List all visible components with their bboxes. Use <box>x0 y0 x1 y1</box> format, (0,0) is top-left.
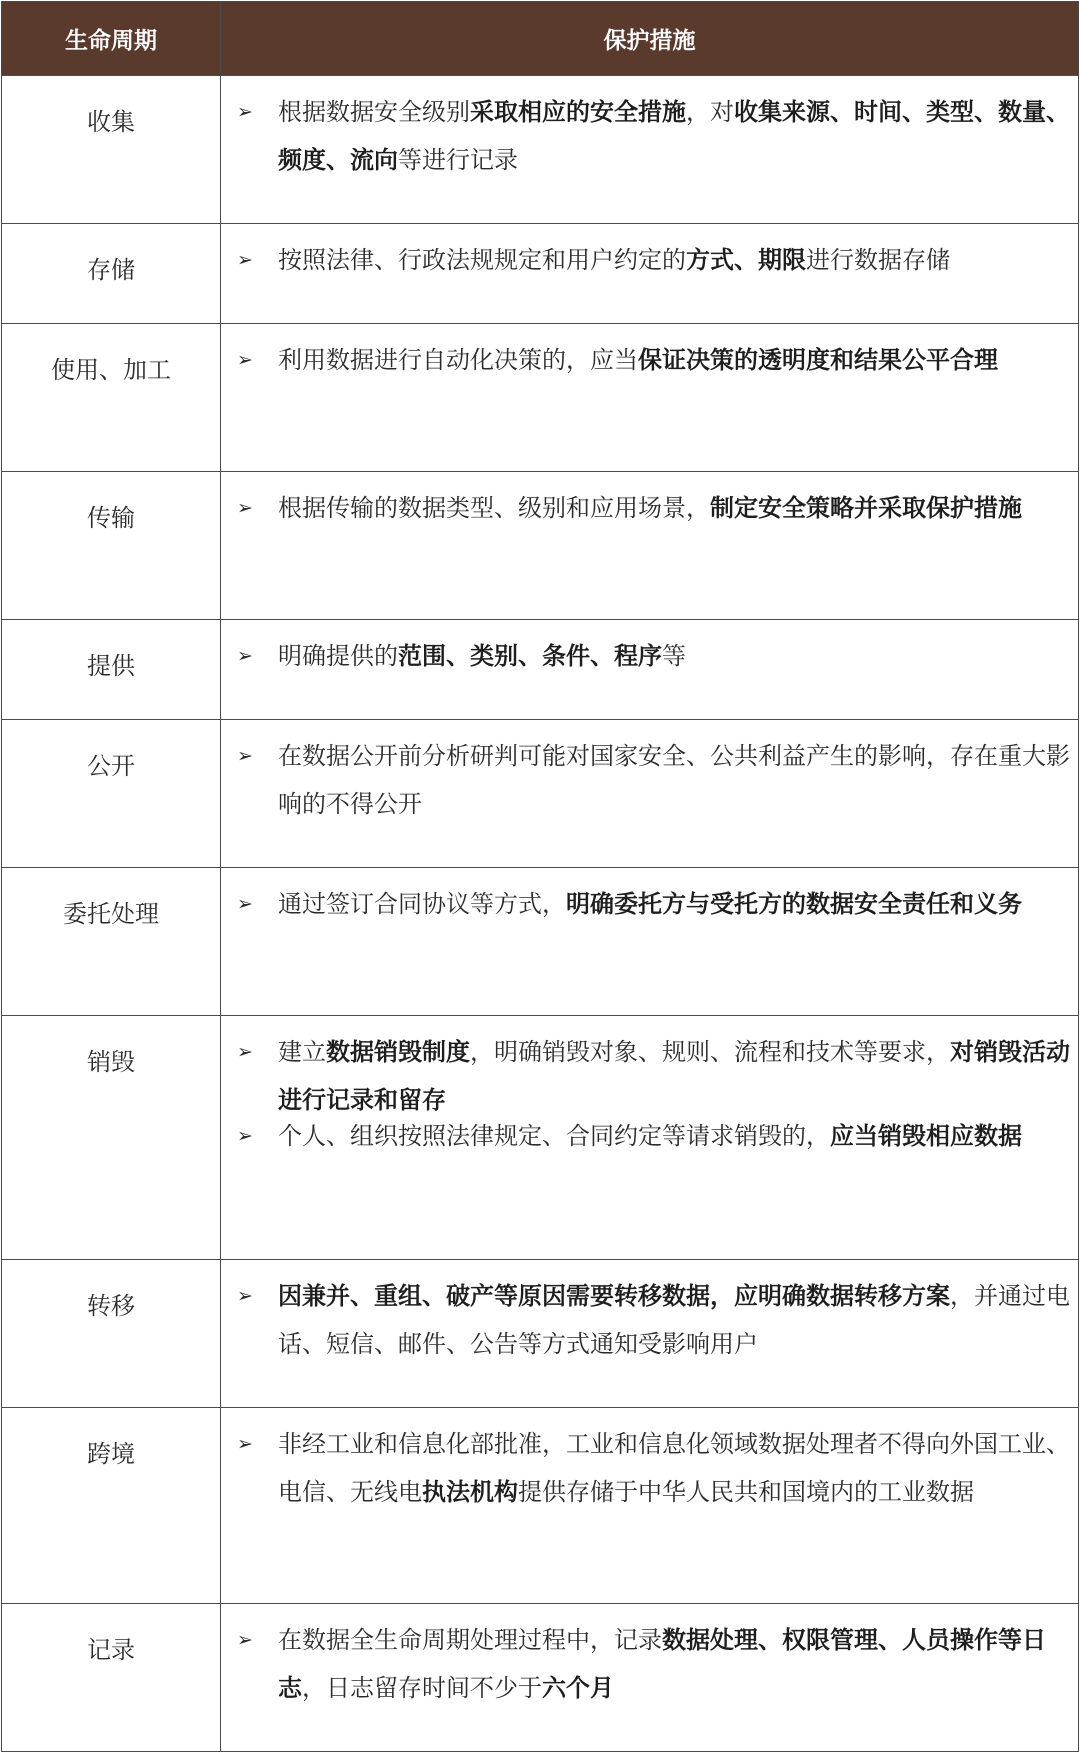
measures-cell <box>221 1016 1079 1260</box>
plain-text: 个人、组织按照法律规定、合同约定等请求销毁的， <box>278 1122 830 1150</box>
table-row <box>2 224 1079 324</box>
measure-text <box>278 1616 1074 1712</box>
measure-item <box>237 732 1074 828</box>
arrowhead-right-icon: ➢ <box>237 1125 253 1147</box>
measure-text <box>278 484 1074 532</box>
plain-text: 等 <box>662 642 686 670</box>
measure-text <box>278 1028 1074 1124</box>
measure-text <box>278 88 1074 184</box>
measure-item <box>237 1112 1074 1160</box>
table-row <box>2 868 1079 1016</box>
measure-text <box>278 880 1074 928</box>
table-header <box>2 2 1079 76</box>
measure-text <box>278 632 1074 680</box>
plain-text: 等进行记录 <box>398 146 518 174</box>
measures-cell <box>221 472 1079 620</box>
plain-text: 在数据公开前分析研判可能对国家安全、公共利益产生的影响，存在重大影响的不得公开 <box>278 742 1070 818</box>
measures-cell <box>221 1604 1079 1752</box>
table-row <box>2 472 1079 620</box>
measure-item <box>237 880 1074 928</box>
emphasized-text: 采取相应的安全措施 <box>470 98 686 126</box>
plain-text: ，明确销毁对象、规则、流程和技术等要求， <box>470 1038 950 1066</box>
emphasized-text: 六个月 <box>542 1674 614 1702</box>
emphasized-text: 数据销毁制度 <box>326 1038 470 1066</box>
plain-text: ，对 <box>686 98 734 126</box>
arrowhead-right-icon: ➢ <box>237 497 253 519</box>
table-row <box>2 1016 1079 1260</box>
arrowhead-right-icon: ➢ <box>237 101 253 123</box>
arrowhead-right-icon: ➢ <box>237 1629 253 1651</box>
arrowhead-right-icon: ➢ <box>237 745 253 767</box>
stage-cell: 提供 <box>2 620 221 720</box>
plain-text: 提供存储于中华人民共和国境内的工业数据 <box>518 1478 974 1506</box>
table-row <box>2 1408 1079 1604</box>
arrowhead-right-icon: ➢ <box>237 249 253 271</box>
table-row <box>2 76 1079 224</box>
emphasized-text: 执法机构 <box>422 1478 518 1506</box>
measure-text <box>278 1272 1074 1368</box>
stage-cell: 跨境 <box>2 1408 221 1604</box>
measure-item <box>237 484 1074 532</box>
plain-text: 在数据全生命周期处理过程中，记录 <box>278 1626 662 1654</box>
measure-text <box>278 1112 1074 1160</box>
plain-text: 通过签订合同协议等方式， <box>278 890 566 918</box>
measures-cell <box>221 76 1079 224</box>
arrowhead-right-icon: ➢ <box>237 1041 253 1063</box>
arrowhead-right-icon: ➢ <box>237 349 253 371</box>
table-row <box>2 324 1079 472</box>
measure-item <box>237 336 1074 384</box>
stage-cell: 收集 <box>2 76 221 224</box>
measures-cell <box>221 1408 1079 1604</box>
measures-cell <box>221 868 1079 1016</box>
measure-item <box>237 236 1074 284</box>
measures-cell <box>221 620 1079 720</box>
stage-cell: 记录 <box>2 1604 221 1752</box>
emphasized-text: 应当销毁相应数据 <box>830 1122 1022 1150</box>
measure-text <box>278 336 1074 384</box>
header-measures: 保护措施 <box>221 2 1079 76</box>
measure-text <box>278 236 1074 284</box>
emphasized-text: 收集来源、时间、类型、数量、频度、流向 <box>278 98 1070 174</box>
plain-text: 明确提供的 <box>278 642 398 670</box>
plain-text: 按照法律、行政法规规定和用户约定的 <box>278 246 686 274</box>
emphasized-text: 保证决策的透明度和结果公平合理 <box>638 346 998 374</box>
measure-item <box>237 1028 1074 1124</box>
arrowhead-right-icon: ➢ <box>237 1433 253 1455</box>
emphasized-text: 因兼并、重组、破产等原因需要转移数据，应明确数据转移方案 <box>278 1282 950 1310</box>
measures-cell <box>221 224 1079 324</box>
measure-item <box>237 1616 1074 1712</box>
table-row <box>2 1260 1079 1408</box>
emphasized-text: 制定安全策略并采取保护措施 <box>710 494 1022 522</box>
measure-text <box>278 1420 1074 1516</box>
emphasized-text: 明确委托方与受托方的数据安全责任和义务 <box>566 890 1022 918</box>
table-body <box>2 76 1079 1752</box>
table-row <box>2 620 1079 720</box>
emphasized-text: 范围、类别、条件、程序 <box>398 642 662 670</box>
stage-cell: 委托处理 <box>2 868 221 1016</box>
stage-cell: 传输 <box>2 472 221 620</box>
measures-cell <box>221 720 1079 868</box>
measures-cell <box>221 1260 1079 1408</box>
measure-item <box>237 88 1074 184</box>
plain-text: 根据数据安全级别 <box>278 98 470 126</box>
stage-cell: 销毁 <box>2 1016 221 1260</box>
plain-text: ，并通过电话、短信、邮件、公告等方式通知受影响用户 <box>278 1282 1070 1358</box>
stage-cell: 存储 <box>2 224 221 324</box>
plain-text: 根据传输的数据类型、级别和应用场景， <box>278 494 710 522</box>
arrowhead-right-icon: ➢ <box>237 1285 253 1307</box>
data-protection-table <box>1 1 1079 1752</box>
emphasized-text: 对销毁活动进行记录和留存 <box>278 1038 1070 1114</box>
header-stage: 生命周期 <box>2 2 221 76</box>
header-row <box>2 2 1079 76</box>
measure-item <box>237 1420 1074 1516</box>
plain-text: 建立 <box>278 1038 326 1066</box>
stage-cell: 使用、加工 <box>2 324 221 472</box>
plain-text: 非经工业和信息化部批准，工业和信息化领域数据处理者不得向外国工业、电信、无线电 <box>278 1430 1070 1506</box>
plain-text: 利用数据进行自动化决策的，应当 <box>278 346 638 374</box>
emphasized-text: 方式、期限 <box>686 246 806 274</box>
arrowhead-right-icon: ➢ <box>237 645 253 667</box>
measure-item <box>237 1272 1074 1368</box>
plain-text: 进行数据存储 <box>806 246 950 274</box>
plain-text: ，日志留存时间不少于 <box>302 1674 542 1702</box>
measure-item <box>237 632 1074 680</box>
table-row <box>2 1604 1079 1752</box>
stage-cell: 转移 <box>2 1260 221 1408</box>
table-row <box>2 720 1079 868</box>
measure-text <box>278 732 1074 828</box>
arrowhead-right-icon: ➢ <box>237 893 253 915</box>
stage-cell: 公开 <box>2 720 221 868</box>
measures-cell <box>221 324 1079 472</box>
emphasized-text: 数据处理、权限管理、人员操作等日志 <box>278 1626 1046 1702</box>
